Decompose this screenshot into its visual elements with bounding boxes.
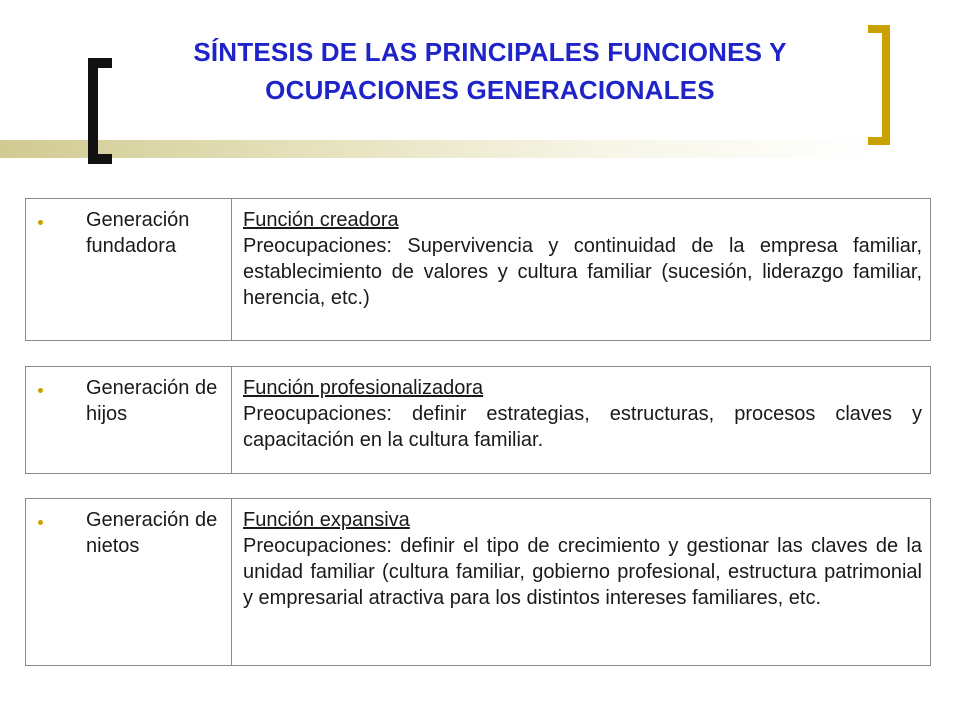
function-title: Función profesionalizadora bbox=[243, 377, 484, 399]
bullet-icon bbox=[38, 520, 43, 525]
title-line-1: SÍNTESIS DE LAS PRINCIPALES FUNCIONES Y bbox=[193, 37, 787, 67]
generation-cell bbox=[26, 199, 232, 340]
generation-label: Generación de hijos bbox=[86, 377, 218, 425]
function-description: Preocupaciones: Supervivencia y continuidad de la empresa familiar, establecimiento de valores y cultura familiar (sucesión, liderazgo familiar, herencia, etc.) bbox=[243, 235, 922, 309]
function-cell bbox=[232, 199, 930, 340]
function-title: Función creadora bbox=[243, 209, 399, 231]
function-title: Función expansiva bbox=[243, 509, 410, 531]
function-description: Preocupaciones: definir estrategias, estructuras, procesos claves y capacitación en la cultura familiar. bbox=[243, 403, 922, 451]
generation-cell bbox=[26, 367, 232, 473]
function-cell bbox=[232, 499, 930, 665]
bullet-icon bbox=[38, 388, 43, 393]
generation-cell bbox=[26, 499, 232, 665]
generation-row-grandchildren bbox=[25, 498, 931, 666]
left-bracket-decoration bbox=[88, 58, 112, 164]
right-bracket-decoration bbox=[868, 25, 890, 145]
generation-row-children bbox=[25, 366, 931, 474]
generation-row-founding bbox=[25, 198, 931, 341]
title-line-2: OCUPACIONES GENERACIONALES bbox=[265, 75, 715, 105]
page-title bbox=[110, 33, 870, 109]
generation-label: Generación de nietos bbox=[86, 509, 218, 557]
function-cell bbox=[232, 367, 930, 473]
generation-label: Generación fundadora bbox=[86, 209, 190, 257]
bullet-icon bbox=[38, 220, 43, 225]
decorative-gold-band bbox=[0, 140, 880, 158]
function-description: Preocupaciones: definir el tipo de crecimiento y gestionar las claves de la unidad familiar (cultura familiar, gobierno profesional, estructura patrimonial y empresarial atractiva para los distintos intereses familiares, etc. bbox=[243, 535, 922, 609]
